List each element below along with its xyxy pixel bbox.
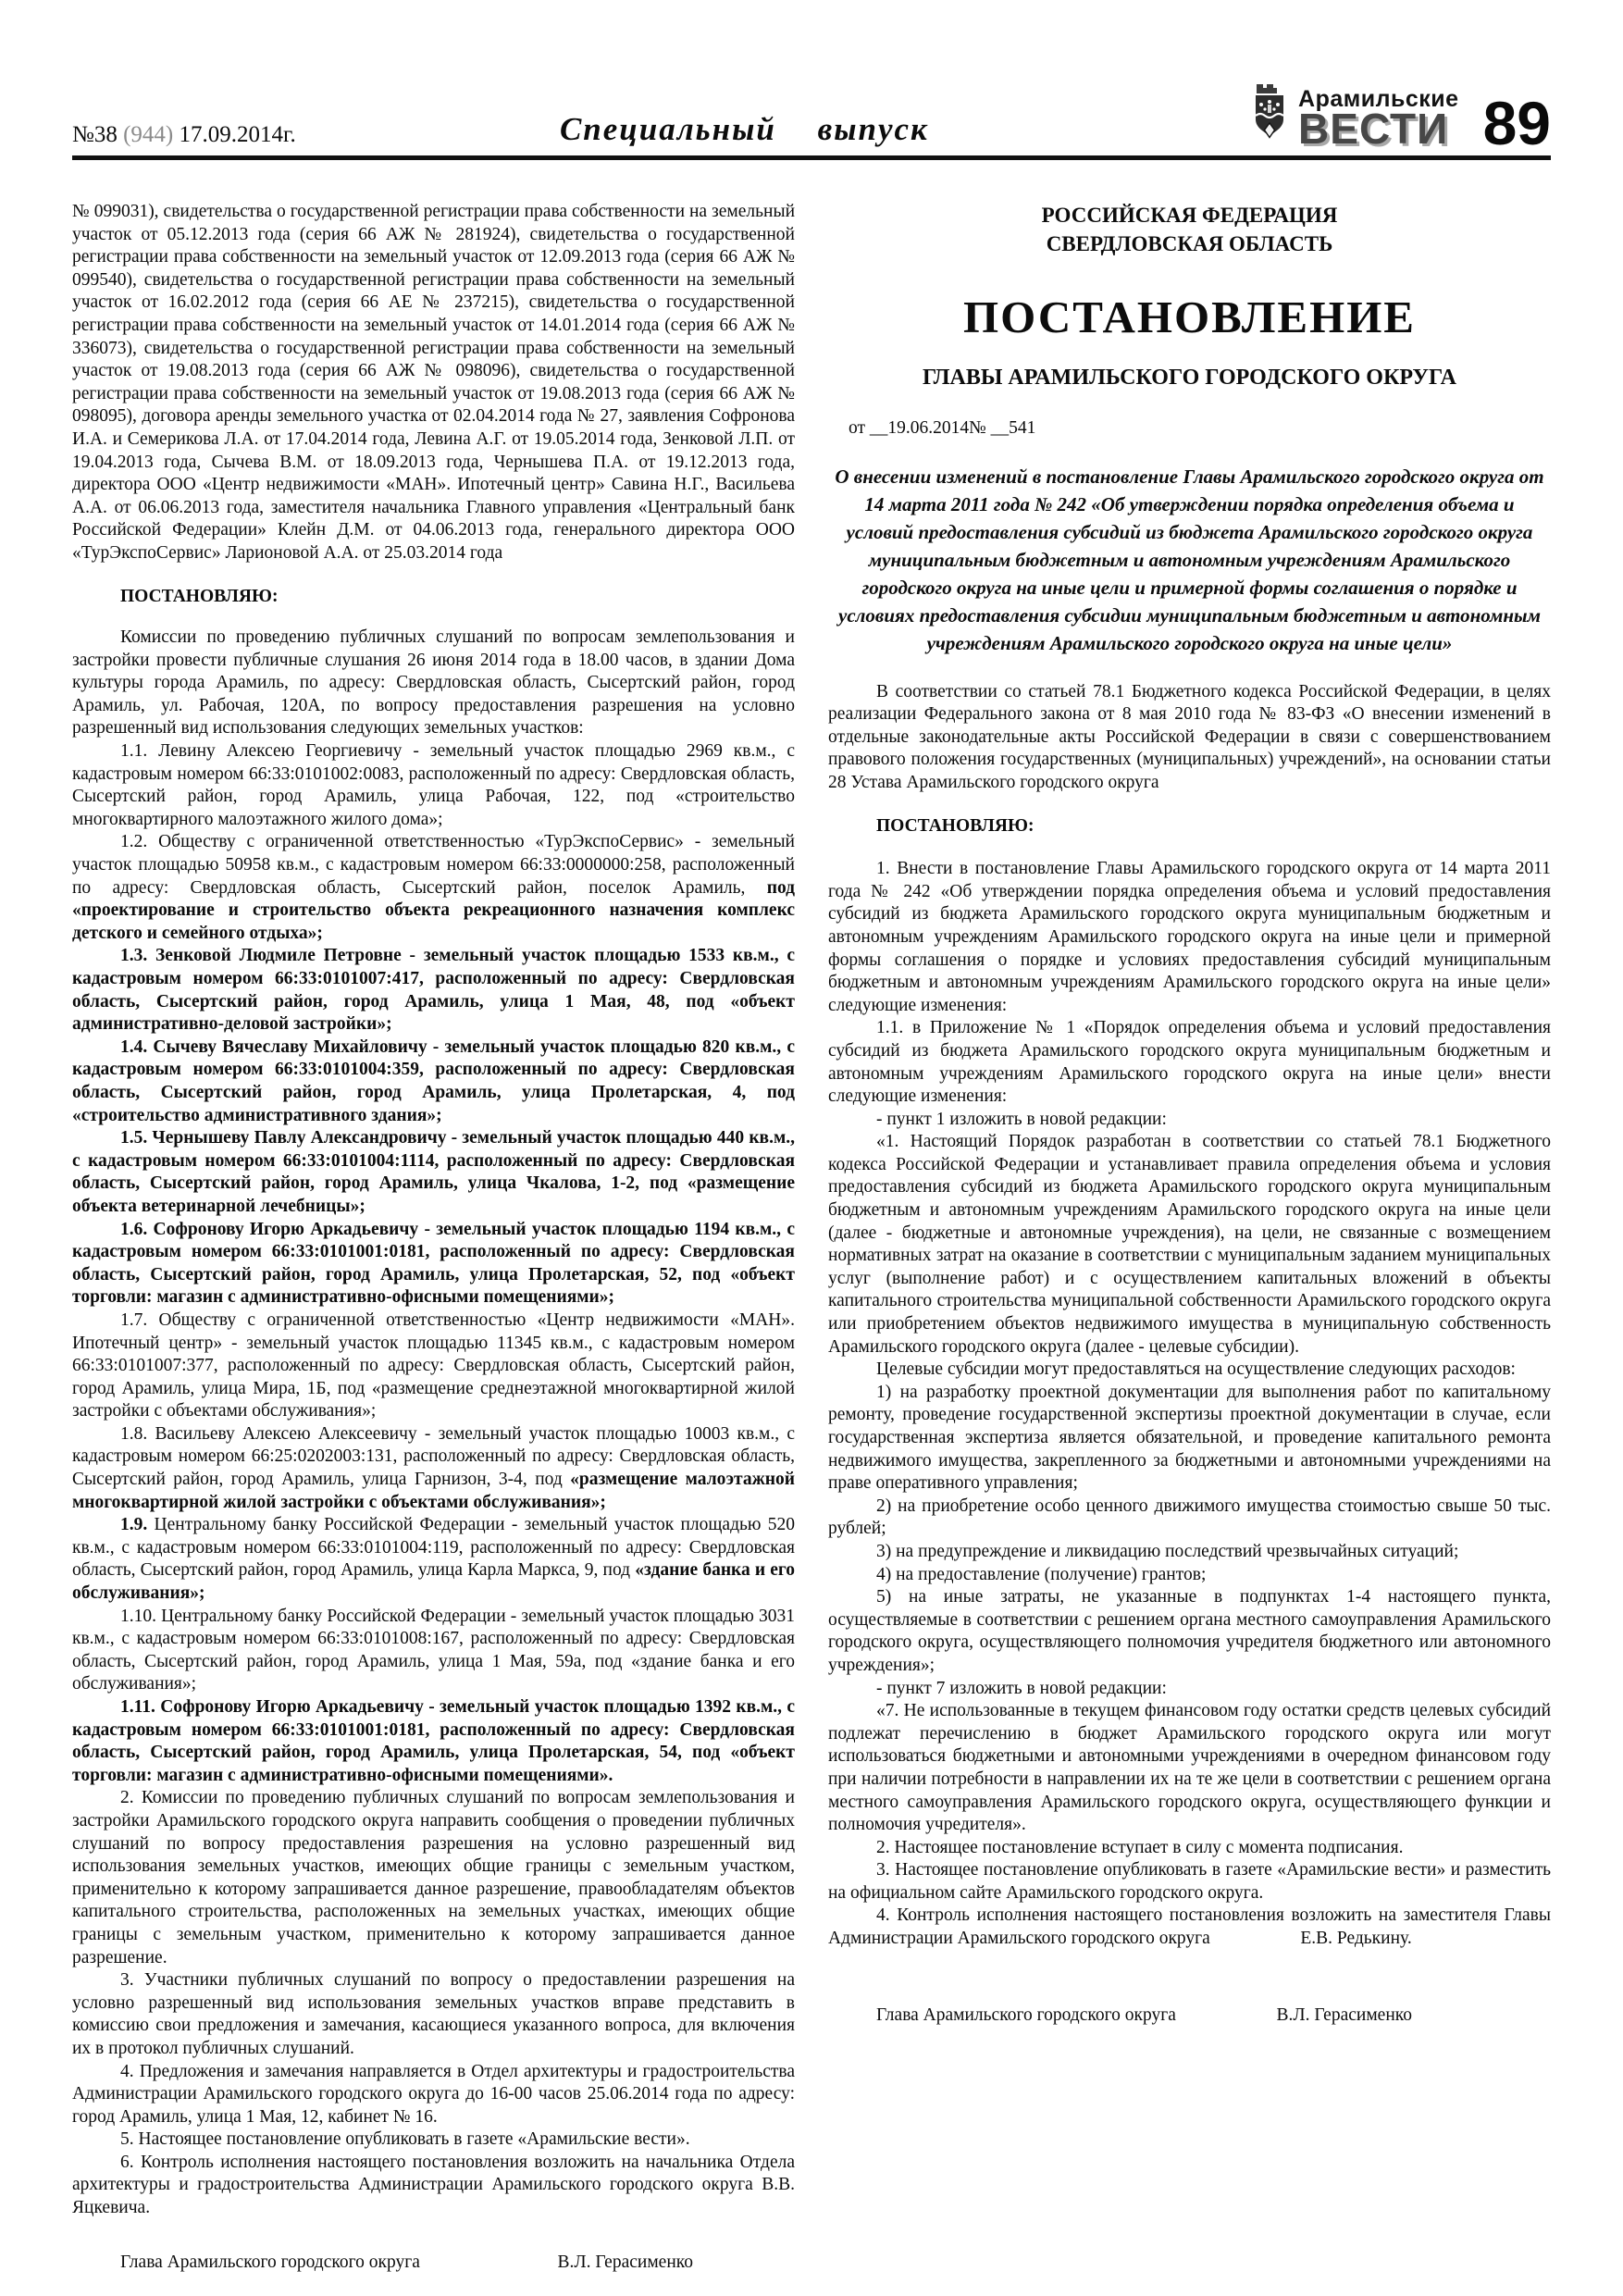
text-run: 1.1. в Приложение № 1 «Порядок определения объема и условий предоставления субсидий из бюджета Арамильского городского округа муниципальным бюджетным и автономным учреждениям Арамильского городского округа на иные цели» внести следующие изменения: [828,1018,1551,1107]
text-run: РОССИЙСКАЯ ФЕДЕРАЦИЯ [1041,204,1338,227]
text-run: 1.5. Чернышеву Павлу Александровичу - земельный участок площадью 440 кв.м., с кадастровым номером 66:33:0101004:1114, расположенный по адресу: Свердловская область, Сысертский район, город Арамиль, улица Чкалова, 1-2, под «размещение объекта ветеринарной лечебницы»; [72,1128,795,1216]
spacer [72,2220,795,2252]
text-run: 2) на приобретение особо ценного движимого имущества стоимостью свыше 50 тыс. рублей; [828,1496,1551,1539]
signature-name: В.Л. Герасименко [557,2252,693,2272]
paragraph [72,201,795,565]
paragraph [828,417,1551,441]
paragraph [828,201,1551,230]
page-header [72,81,1551,160]
signature-title: Глава Арамильского городского округа [876,2004,1176,2025]
paragraph [828,1131,1551,1359]
text-run: «здание банка и его обслуживания»; [72,1560,795,1604]
spacer [828,258,1551,293]
signature-row [72,2252,795,2275]
text-run: 1.1. Левину Алексею Георгиевичу - земельный участок площадью 2969 кв.м., с кадастровым номером 66:33:0101002:0083, расположенный по адресу: Свердловская область, Сысертский район, город Арамиль, улица Рабочая, 122, под «строительство многоквартирного малоэтажного жилого дома»; [72,741,795,829]
issue-date: 17.09.2014г. [179,122,296,147]
text-run: ПОСТАНОВЛЕНИЕ [963,292,1416,342]
text-run: Комиссии по проведению публичных слушаний по вопросам землепользования и застройки провести публичные слушания 26 июня 2014 года в 18.00 часов, в здании Дома культуры города Арамиль, по адресу: Свердловская область, Сысертский район, город Арамиль, ул. Рабочая, 120А, по вопросу предоставления разрешения на условно разрешенный вид использования следующих земельных участков: [72,627,795,738]
text-run: 1. Внести в постановление Главы Арамильского городского округа от 14 марта 2011 года № 242 «Об утверждении порядка определения объема и условий предоставления субсидий из бюджета Арамильского городского округа муниципальным бюджетным и автономным учреждениям Арамильского городского округа на иные цели и примерной формы соглашения о порядке и условиях предоставления субсидий муниципальным бюджетным и автономным учреждениям Арамильского городского округа на иные цели» следующие изменения: [828,859,1551,1015]
paragraph [828,1017,1551,1108]
signature-name: В.Л. Герасименко [1276,2004,1412,2025]
text-run: 1) на разработку проектной документации для выполнения работ по капитальному ремонту, проведение государственной экспертизы проектной документации в случае, если государственная экспертиза является обязательной, и проведение капитального ремонта недвижимого имущества, закрепленного за бюджетными и автономными учреждениями на праве оперативного управления; [828,1382,1551,1494]
text-run: 6. Контроль исполнения настоящего постановления возложить на начальника Отдела архитектуры и градостроительства Администрации Арамильского городского округа В.В. Яцкевича. [72,2152,795,2218]
text-run: под «проектирование и строительство объекта рекреационного назначения комплекс детского и семейного отдыха»; [72,877,795,943]
left-column [72,201,795,2274]
paragraph [828,463,1551,657]
paragraph [828,1109,1551,1132]
issue-number: №38 [72,122,118,147]
text-run: от __19.06.2014№ __541 [849,418,1036,438]
text-run: 2. Настоящее постановление вступает в силу с момента подписания. [876,1837,1404,1857]
right-column [828,201,1551,2274]
text-run: 1.11. Софронову Игорю Аркадьевичу - земельный участок площадью 1392 кв.м., с кадастровым номером 66:33:0101001:0181, расположенный по адресу: Свердловская область, Сысертский район, город Арамиль, улица Пролетарская, 54, под «объект торговли: магазин с административно-офисными помещениями». [72,1697,795,1785]
paragraph [72,2152,795,2220]
paragraph [72,2128,795,2152]
text-run: 4) на предоставление (получение) грантов; [876,1564,1207,1584]
special-issue-title: Специальный выпуск [559,111,929,147]
text-run: 5) на иные затраты, не указанные в подпунктах 1-4 настоящего пункта, осуществляемые в соответствии с решением органа местного самоуправления Арамильского городского округа, осуществляющего полномочия учредителя бюджетного или автономного учреждения»; [828,1587,1551,1675]
paragraph [72,1423,795,1514]
paragraph [828,681,1551,795]
text-run: «1. Настоящий Порядок разработан в соответствии со статьей 78.1 Бюджетного кодекса Российской Федерации и устанавливает правила определения объема и условия предоставления субсидий из бюджета Арамильского городского округа муниципальным бюджетным и автономным учреждениям Арамильского городского округа на иные цели (далее - бюджетные и автономные учреждения), на цели, не связанные с возмещением нормативных затрат на оказание в соответствии с муниципальным заданием муниципальных услуг (выполнение работ) и с осуществлением капитальных вложений в объекты капитального строительства муниципальной собственности Арамильского городского округа или приобретением объектов недвижимого имущества в муниципальную собственность Арамильского городского округа (далее - целевые субсидии). [828,1132,1551,1357]
paragraph [828,230,1551,258]
text-run: В соответствии со статьей 78.1 Бюджетного кодекса Российской Федерации, в целях реализации Федерального закона от 8 мая 2010 года № 83-ФЗ «О внесении изменений в отдельные законодательные акты Российской Федерации в связи с совершенствованием правового положения государственных (муниципальных) учреждений», на основании статьи 28 Устава Арамильского городского округа [828,681,1551,792]
paragraph [72,1696,795,1787]
paragraph [72,586,795,609]
text-run: Целевые субсидии могут предоставляться на осуществление следующих расходов: [876,1359,1516,1380]
paragraph [828,1859,1551,1905]
text-run: 4. Контроль исполнения настоящего постановления возложить на заместителя Главы Администрации Арамильского городского округа Е.В. Редькину. [828,1905,1551,1949]
text-run: 3) на предупреждение и ликвидацию последствий чрезвычайных ситуаций; [876,1541,1459,1561]
paragraph [72,627,795,740]
paragraph [72,1219,795,1309]
text-run: - пункт 1 изложить в новой редакции: [876,1109,1167,1129]
paragraph [72,945,795,1036]
paragraph [72,1969,795,2060]
paragraph [828,815,1551,838]
text-run: 1.10. Центральному банку Российской Федерации - земельный участок площадью 3031 кв.м., с кадастровым номером 66:33:0101008:167, расположенный по адресу: Свердловская область, Сысертский район, город Арамиль, улица 1 Мая, 59а, под «здание банка и его обслуживания»; [72,1606,795,1694]
text-run: 3. Настоящее постановление опубликовать в газете «Арамильские вести» и разместить на официальном сайте Арамильского городского округа. [828,1860,1551,1903]
paragraph [828,364,1551,391]
paragraph [72,1036,795,1127]
newspaper-logo [1248,82,1459,153]
text-run: 3. Участники публичных слушаний по вопросу о предоставлении разрешения на условно разрешенный вид использования земельных участков вправе представить в комиссию свои предложения и замечания, касающиеся указанного вопроса, для включения их в протокол публичных слушаний. [72,1970,795,2058]
paragraph [828,1564,1551,1587]
text-run: № 099031), свидетельства о государственной регистрации права собственности на земельный участок от 05.12.2013 года (серия 66 АЖ № 281924), свидетельства о государственной регистрации права собственности на земельный участок от 12.09.2013 года (серия 66 АЖ № 099540), свидетельства о государственной регистрации права собственности на земельный участок от 16.02.2012 года (серия 66 АЕ № 237215), свидетельства о государственной регистрации права собственности на земельный участок от 14.01.2014 года (серия 66 АЖ № 336073), свидетельства о государственной регистрации права собственности на земельный участок от 19.08.2013 года (серия 66 АЖ № 098096), свидетельства о государственной регистрации права собственности на земельный участок от 19.08.2013 года (серия 66 АЖ № 098095), договора аренды земельного участка от 02.04.2014 года № 27, заявления Софронова И.А. и Семерикова Л.А. от 17.04.2014 года, Левина А.Г. от 19.05.2014 года, Зенковой Л.П. от 19.04.2013 года, Сычева В.М. от 18.09.2013 года, Чернышева П.А. от 19.12.2013 года, директора ООО «Центр недвижимости «МАН». Ипотечный центр» Савина Н.Г., Васильева А.А. от 06.06.2013 года, заместителя начальника Главного управления «Центральный банк Российской Федерации» Клейн Д.М. от 04.06.2013 года, генерального директора ООО «ТурЭкспоСервис» Ларионовой А.А. от 25.03.2014 года [72,202,795,563]
text-run: Центральному банку Российской Федерации - земельный участок площадью 520 кв.м., с кадастровым номером 66:33:0101004:119, расположенный по адресу: Свердловская область, Сысертский район, город Арамиль, улица Карла Маркса, 9, под [72,1515,795,1581]
paragraph [72,1514,795,1605]
text-run: ГЛАВЫ АРАМИЛЬСКОГО ГОРОДСКОГО ОКРУГА [922,366,1457,390]
newspaper-brand [1248,82,1551,158]
paragraph [828,1359,1551,1382]
text-run: 1.4. Сычеву Вячеславу Михайловичу - земельный участок площадью 820 кв.м., с кадастровым номером 66:33:0101004:359, расположенный по адресу: Свердловская область, Сысертский район, город Арамиль, улица Пролетарская, 4, под «строительство административного здания»; [72,1036,795,1125]
text-run: О внесении изменений в постановление Главы Арамильского городского округа от 14 марта 2011 года № 242 «Об утверждении порядка определения объема и условий предоставления субсидий из бюджета Арамильского городского округа муниципальным бюджетным и автономным учреждениям Арамильского городского округа на иные цели и примерной формы соглашения о порядке и условиях предоставления субсидии муниципальным бюджетным и автономным учреждениям Арамильского городского округа на иные цели» [835,465,1544,654]
signature-row [828,2004,1551,2028]
paragraph [828,1496,1551,1541]
text-run: 1.9. [120,1515,148,1535]
issue-info [72,122,296,148]
paragraph [828,1678,1551,1701]
text-run: 2. Комиссии по проведению публичных слушаний по вопросам землепользования и застройки Арамильского городского округа направить сообщения о проведении публичных слушаний по вопросу предоставления разрешения на условно разрешенный вид использования земельных участков, имеющих общие границы с земельным участком, применительно к которому запрашивается данное разрешение, правообладателям объектов капитального строительства, расположенных на земельных участках, имеющих общие границы с земельным участком, применительно к которому запрашивается данное разрешение. [72,1788,795,1967]
paragraph [72,831,795,945]
page-number: 89 [1482,89,1551,158]
paragraph [828,1837,1551,1860]
paragraph [828,1700,1551,1837]
text-run: 1.7. Обществу с ограниченной ответственностью «Центр недвижимости «МАН». Ипотечный центр» - земельный участок площадью 11345 кв.м., с кадастровым номером 66:33:0101007:377, расположенный по адресу: Свердловская область, Сысертский район, город Арамиль, улица Мира, 1Б, под «размещение среднеэтажной многоквартирной жилой застройки с объектами обслуживания»; [72,1309,795,1421]
paragraph [828,1382,1551,1496]
text-run: «7. Не использованные в текущем финансовом году остатки средств целевых субсидий подлежат перечислению в бюджет Арамильского городского округа или могут использоваться бюджетными и автономными учреждениями в очередном финансовом году при наличии потребности в направлении их на те же цели в соответствии с решением органа местного самоуправления Арамильского городского округа, осуществляющего функции и полномочия учредителя». [828,1701,1551,1835]
spacer [828,795,1551,815]
logo-text [1298,86,1459,153]
spacer [828,441,1551,463]
paragraph [828,858,1551,1017]
spacer [828,657,1551,681]
spacer [828,1951,1551,2004]
logo-top-text: Арамильские [1298,86,1459,113]
text-run: СВЕРДЛОВСКАЯ ОБЛАСТЬ [1046,232,1333,255]
logo-bottom-text: ВЕСТИ [1298,104,1449,153]
issue-paren: (944) [123,122,174,147]
coat-of-arms-icon [1248,82,1291,148]
text-run: ПОСТАНОВЛЯЮ: [876,815,1035,836]
paragraph [828,1905,1551,1950]
text-run: 1.6. Софронову Игорю Аркадьевичу - земельный участок площадью 1194 кв.м., с кадастровым номером 66:33:0101001:0181, расположенный по адресу: Свердловская область, Сысертский район, город Арамиль, улица Пролетарская, 52, под «объект торговли: магазин с административно-офисными помещениями»; [72,1219,795,1308]
spacer [828,838,1551,858]
paragraph [72,1309,795,1423]
text-run: «размещение малоэтажной многоквартирной жилой застройки с объектами обслуживания»; [72,1470,795,1512]
paragraph [72,1606,795,1696]
text-run: 1.3. Зенковой Людмиле Петровне - земельный участок площадью 1533 кв.м., с кадастровым номером 66:33:0101007:417, расположенный по адресу: Свердловская область, Сысертский район, город Арамиль, улица 1 Мая, 48, под «объект административно-деловой застройки»; [72,946,795,1035]
text-run: - пункт 7 изложить в новой редакции: [876,1678,1167,1698]
paragraph [828,293,1551,341]
paragraph [72,2061,795,2129]
content-columns [72,201,1551,2274]
text-run: 5. Настоящее постановление опубликовать в газете «Арамильские вести». [120,2129,690,2150]
paragraph [72,1127,795,1218]
spacer [828,391,1551,417]
spacer [72,565,795,586]
paragraph [828,1541,1551,1564]
paragraph [72,740,795,831]
spacer [828,341,1551,364]
text-run: 1.2. Обществу с ограниченной ответственностью «ТурЭкспоСервис» - земельный участок площадью 50958 кв.м., с кадастровым номером 66:33:0000000:258, расположенный по адресу: Свердловская область, Сысертский район, поселок Арамиль, [72,832,795,898]
text-run: 4. Предложения и замечания направляется в Отдел архитектуры и градостроительства Администрации Арамильского городского округа до 16-00 часов 25.06.2014 года по адресу: город Арамиль, улица 1 Мая, 12, кабинет № 16. [72,2061,795,2127]
spacer [72,608,795,627]
text-run: ПОСТАНОВЛЯЮ: [120,586,279,606]
text-run: 1.8. Васильеву Алексею Алексеевичу - земельный участок площадью 10003 кв.м., с кадастровым номером 66:25:0202003:131, расположенный по адресу: Свердловская область, Сысертский район, город Арамиль, улица Гарнизон, 3-4, под [72,1423,795,1490]
paragraph [72,1787,795,1969]
signature-title: Глава Арамильского городского округа [120,2252,420,2272]
paragraph [828,1586,1551,1677]
